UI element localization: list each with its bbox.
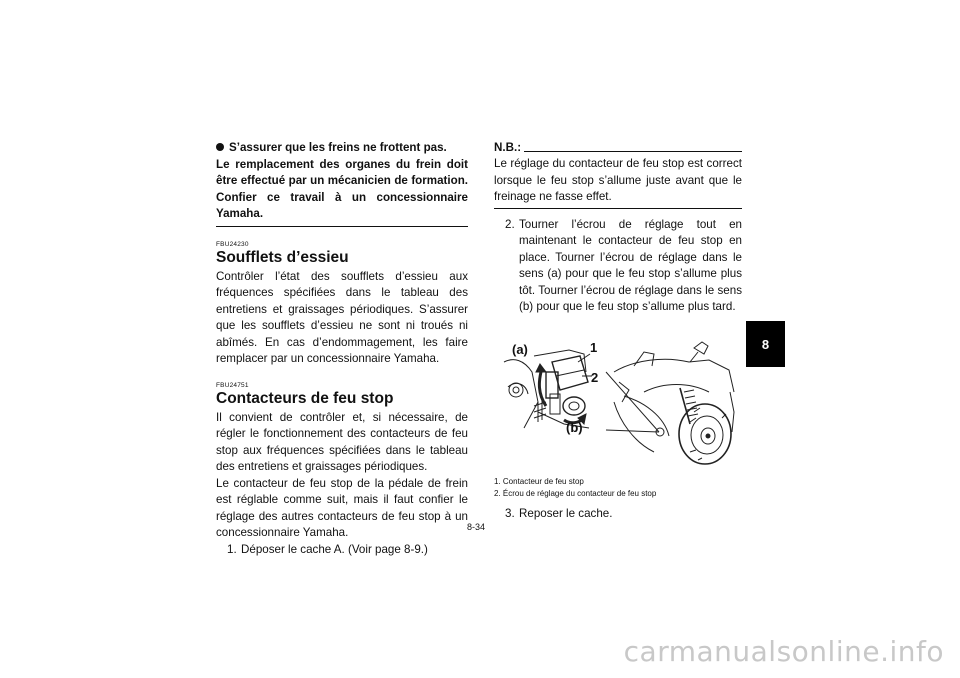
bullet-icon [216, 143, 224, 151]
section-body-contacteurs-2: Le contacteur de feu stop de la pédale de frein est réglable comme suit, mais il faut confier le réglage des autres contacteurs de feu stop à un concessionnaire Yamaha. [216, 476, 468, 539]
section-code: FBU24751 [216, 381, 249, 389]
warning-text: Le remplacement des organes du frein doit être effectué par un mécanicien de formation. Confier ce travail à un concessionnaire Yamaha. [216, 157, 468, 227]
section-code: FBU24230 [216, 240, 249, 248]
label-b: (b) [566, 419, 583, 435]
section-title-soufflets: Soufflets d’essieu [216, 248, 349, 266]
nb-header: N.B.: [494, 140, 742, 156]
section-body-contacteurs-1: Il convient de contrôler et, si nécessaire, de régler le fonctionnement des contacteurs de feu stop aux fréquences spécifiées dans le tableau des entretiens et graissages périodiques. [216, 410, 468, 473]
nb-text: Le réglage du contacteur de feu stop est correct lorsque le feu stop s’allume juste avant que le freinage ne fasse effet. [494, 157, 742, 203]
left-column [216, 140, 468, 558]
label-1: 1 [590, 339, 598, 355]
section-title-contacteurs: Contacteurs de feu stop [216, 389, 394, 407]
caption-item-2: 2. Écrou de réglage du contacteur de feu stop [494, 488, 657, 498]
step-3: 3. Reposer le cache. [505, 506, 613, 520]
section-body-soufflets: Contrôler l’état des soufflets d’essieu aux fréquences spécifiées dans le tableau des entretiens et graissages périodiques. S’assurer que les soufflets d’essieu ne sont ni troués ni abîmés. En cas d’endommagement, les faire remplacer par un concessionnaire Yamaha. [216, 269, 468, 365]
label-a: (a) [512, 341, 528, 357]
bullet-item: S’assurer que les freins ne frottent pas. [216, 140, 468, 157]
atv-illustration [494, 332, 744, 468]
nb-divider [494, 208, 742, 209]
right-column [494, 140, 742, 522]
brake-switch-figure [494, 332, 744, 468]
watermark: carmanualsonline.info [623, 635, 944, 668]
chapter-tab: 8 [746, 321, 785, 367]
step-1: 1. Déposer le cache A. (Voir page 8-9.) [227, 542, 428, 556]
label-2: 2 [591, 369, 599, 385]
step-2: 2. Tourner l’écrou de réglage tout en maintenant le contacteur de feu stop en place. Tourner l’écrou de réglage dans le sens (a) pour que le feu stop s’allume plus tôt. Tourner l’écrou de réglage dans le sens (b) pour que le feu stop s’allume plus tard. [505, 217, 742, 313]
figure-caption [494, 476, 742, 500]
caption-item-1: 1. Contacteur de feu stop [494, 476, 584, 486]
page-number: 8-34 [467, 522, 486, 532]
